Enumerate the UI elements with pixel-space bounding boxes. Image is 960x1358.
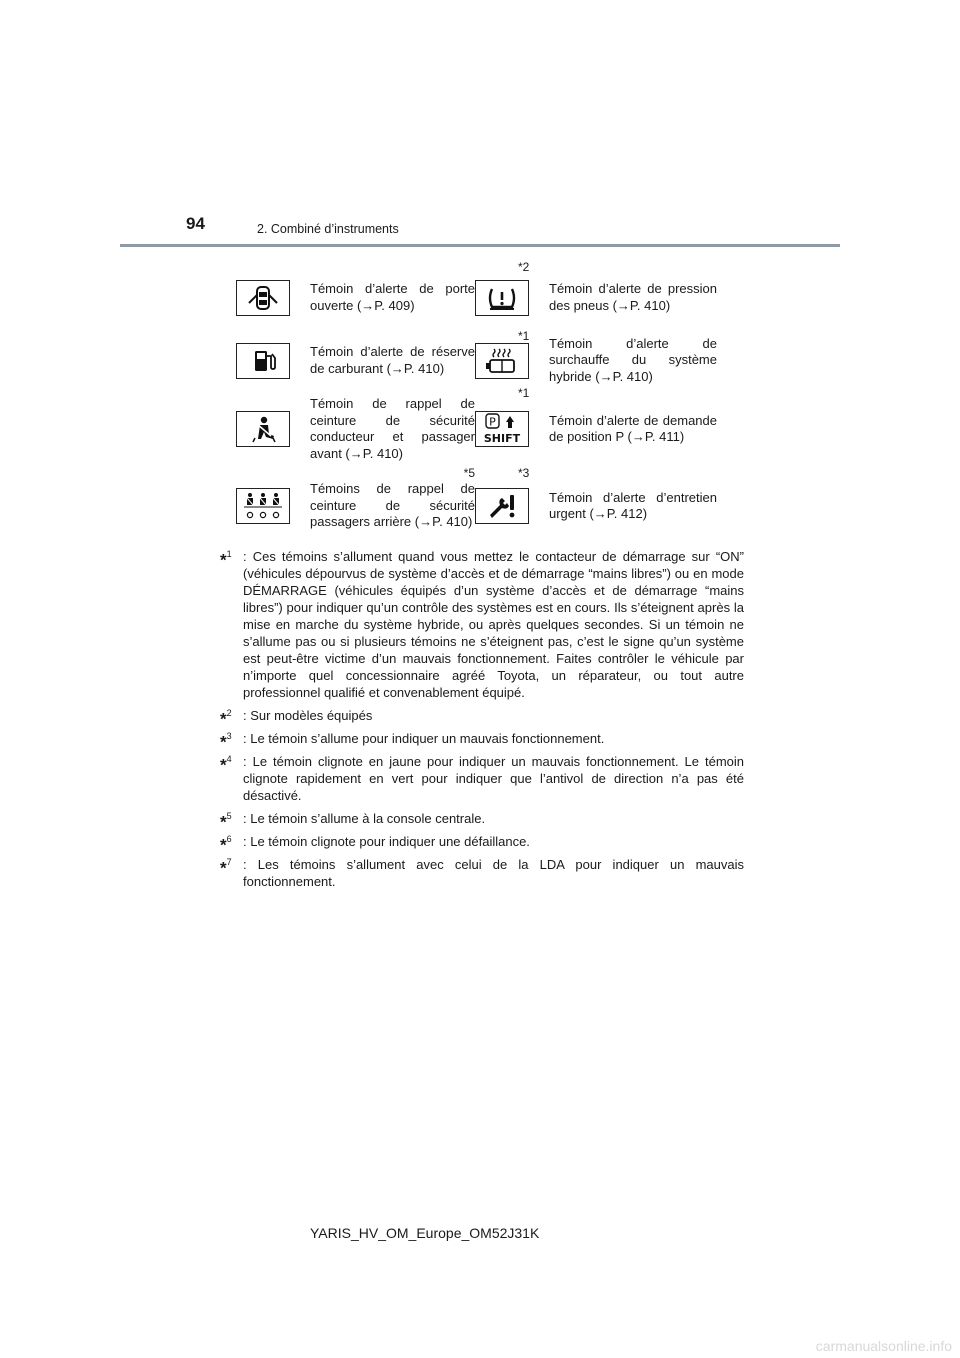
door-open-car-icon [236, 280, 290, 316]
footnote [220, 707, 744, 729]
footnote-mark: *$^6$ [220, 834, 232, 855]
table-row [220, 386, 740, 469]
table-row [220, 466, 740, 543]
footnote-mark: *$^5$ [220, 811, 232, 832]
document-id: YARIS_HV_OM_Europe_OM52J31K [310, 1225, 540, 1241]
footnote-mark: *$^2$ [220, 708, 232, 729]
watermark: carmanualsonline.info [815, 1338, 952, 1354]
footnotes [220, 548, 744, 896]
table-cell [475, 386, 740, 469]
page-number: 94 [186, 214, 205, 233]
footnote [220, 856, 744, 890]
table-cell [475, 329, 740, 389]
footnote-mark: *$^3$ [220, 731, 232, 752]
tire-pressure-icon [475, 280, 529, 316]
maintenance-urgent-icon [475, 488, 529, 524]
table-row [220, 260, 740, 332]
footnote-mark: *$^7$ [220, 857, 232, 878]
table-cell [220, 263, 475, 332]
footnote-mark: *1 [518, 386, 530, 400]
table-cell [220, 466, 475, 543]
footnote-text: : Sur modèles équipés [243, 708, 373, 723]
table-cell-text: Témoin d’alerte de surchauffe du système hybride (→P. 410) [549, 335, 717, 384]
table-cell-text: Témoin d’alerte d’entretien urgent (→P. 412) [549, 489, 717, 521]
footnote-mark: *3 [518, 466, 530, 480]
footnote-mark: *2 [518, 260, 530, 274]
section-title: 2. Combiné d’instruments [257, 222, 399, 236]
footnote-text: : Les témoins s’allument avec celui de la LDA pour indiquer un mauvais fonctionnement. [243, 857, 744, 889]
table-cell-text: Témoin d’alerte de pression des pneus (→P. 410) [549, 281, 717, 313]
footnote [220, 810, 744, 832]
footnote-mark: *$^1$ [220, 549, 232, 570]
footnote [220, 753, 744, 804]
fuel-pump-icon [236, 343, 290, 379]
footnote [220, 548, 744, 701]
table-cell-text: Témoin d’alerte de réserve de carburant (→P. 410) [310, 344, 475, 376]
footnote-mark: *$^4$ [220, 754, 232, 775]
hybrid-overheat-icon [475, 343, 529, 379]
table-cell [475, 466, 740, 543]
footnote [220, 833, 744, 855]
table-cell-text: Témoin d’alerte de demande de position P (→P. 411) [549, 412, 717, 444]
footnote [220, 730, 744, 752]
table-cell [220, 389, 475, 469]
warning-light-table [220, 260, 740, 543]
table-cell [220, 332, 475, 389]
rear-seatbelt-icon [236, 488, 290, 524]
p-shift-label-bottom: SHIFT [483, 432, 521, 445]
p-shift-icon [475, 411, 529, 447]
footnote-text: : Ces témoins s’allument quand vous mettez le contacteur de démarrage sur “ON” (véhicules dépourvus de système d’accès et de démarrage “mains libres”) ou en mode DÉMARRAGE (véhicules équipés d’un système d’accès et de démarrage “mains libres”) pour indiquer qu’un contrôle des systèmes est en cours. Ils s’éteignent après la mise en marche du système hybride, ou après quelques secondes. Si un témoin ne s’allume pas ou si plusieurs témoins ne s’éteignent pas, c’est le signe qu’un système est peut-être victime d’un mauvais fonctionnement. Faites contrôler le véhicule par n’importe quel concessionnaire agréé Toyota, un réparateur, ou tout autre professionnel qualifié et convenablement équipé. [243, 549, 744, 700]
table-cell-text: Témoin d’alerte de porte ouverte (→P. 409) [310, 281, 475, 313]
footnote-text: : Le témoin clignote pour indiquer une défaillance. [243, 834, 530, 849]
footnote-text: : Le témoin clignote en jaune pour indiquer un mauvais fonctionnement. Le témoin clignote rapidement en vert pour indiquer que l’antivol de direction n’a pas été désactivé. [243, 754, 744, 803]
table-row [220, 329, 740, 389]
seatbelt-icon [236, 411, 290, 447]
footnote-text: : Le témoin s’allume à la console centrale. [243, 811, 486, 826]
p-shift-label-top: P [489, 415, 496, 429]
table-cell-text: Témoins de rappel de ceinture de sécurité passagers arrière (→P. 410) [310, 481, 475, 530]
footnote-mark: *5 [463, 466, 475, 480]
header-rule [120, 244, 840, 247]
footnote-mark: *1 [518, 329, 530, 343]
footnote-text: : Le témoin s’allume pour indiquer un mauvais fonctionnement. [243, 731, 605, 746]
table-cell [475, 260, 740, 332]
table-cell-text: Témoin de rappel de ceinture de sécurité conducteur et passager avant (→P. 410) [310, 396, 475, 461]
